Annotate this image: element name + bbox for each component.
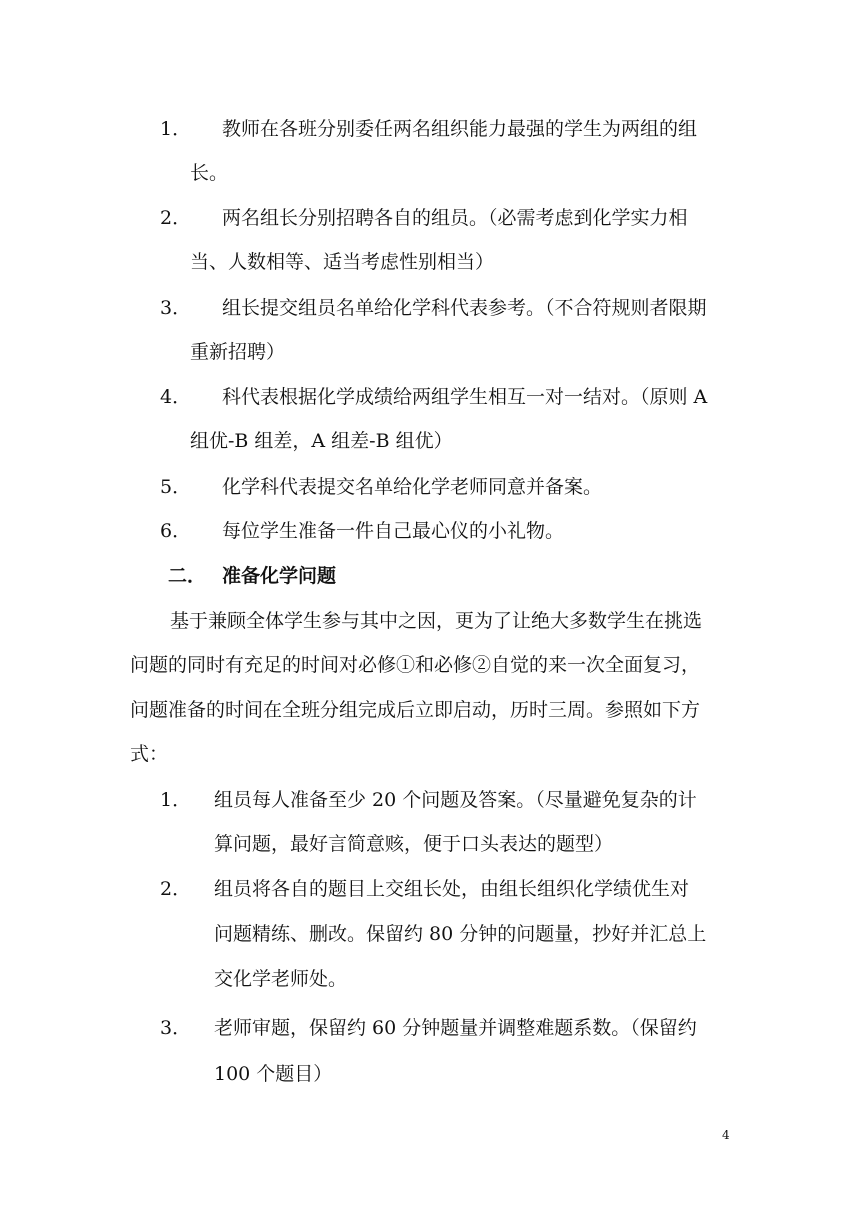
list-item-text: 长。 [190,162,229,184]
list-number: 6． [160,520,192,542]
list-item-text: 算问题，最好言简意赅，便于口头表达的题型） [214,833,614,855]
list-item-text: 教师在各班分别委任两名组织能力最强的学生为两组的组 [222,118,698,140]
list-item-text: 每位学生准备一件自己最心仪的小礼物。 [222,520,565,542]
list-item-text: 当、人数相等、适当考虑性别相当） [190,251,495,273]
list-number: 4． [160,386,192,408]
section-heading: 准备化学问题 [222,565,337,587]
paragraph-line: 基于兼顾全体学生参与其中之因，更为了让绝大多数学生在挑选 [170,610,703,632]
list-item-text: 重新招聘） [190,341,286,363]
list-item-text: 两名组长分别招聘各自的组员。（必需考虑到化学实力相 [222,207,688,229]
list-item-text: 交化学老师处。 [214,968,348,990]
list-item-text: 科代表根据化学成绩给两组学生相互一对一结对。（原则 A [222,386,708,408]
list-number: 1． [160,789,192,811]
list-number: 3． [160,1017,192,1039]
list-item-text: 100 个题目） [214,1063,333,1085]
list-item-text: 问题精练、删改。保留约 80 分钟的问题量，抄好并汇总上 [214,923,707,945]
paragraph-line: 问题准备的时间在全班分组完成后立即启动，历时三周。参照如下方 [130,699,701,721]
list-item-text: 组长提交组员名单给化学科代表参考。（不合符规则者限期 [222,297,707,319]
list-number: 3． [160,297,192,319]
paragraph-line: 式： [130,743,169,765]
paragraph-line: 问题的同时有充足的时间对必修①和必修②自觉的来一次全面复习， [130,654,701,676]
page-number: 4 [722,1128,730,1142]
list-number: 2． [160,878,192,900]
list-item-text: 组员每人准备至少 20 个问题及答案。（尽量避免复杂的计 [214,789,697,811]
list-item-text: 化学科代表提交名单给化学老师同意并备案。 [222,476,603,498]
list-item-text: 组员将各自的题目上交组长处，由组长组织化学绩优生对 [214,878,690,900]
list-item-text: 老师审题，保留约 60 分钟题量并调整难题系数。（保留约 [214,1017,697,1039]
list-number: 2． [160,207,192,229]
list-item-text: 组优-B 组差，A 组差-B 组优） [190,430,453,452]
section-heading-number: 二． [168,565,207,587]
list-number: 5． [160,476,192,498]
list-number: 1． [160,118,192,140]
